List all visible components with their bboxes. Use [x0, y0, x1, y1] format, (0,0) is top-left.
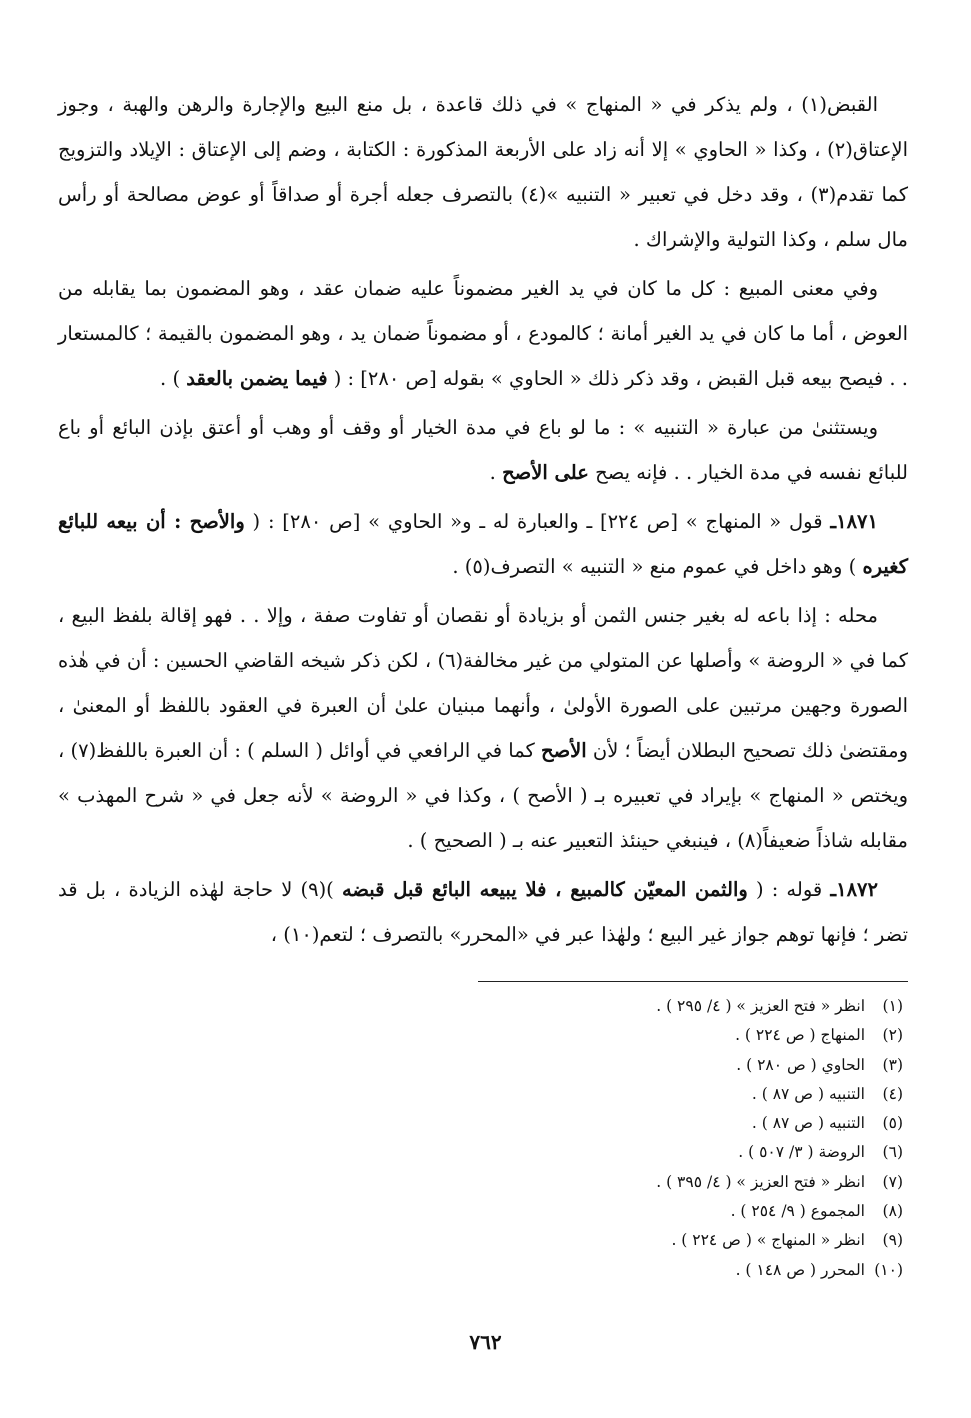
paragraph	[58, 499, 908, 589]
footnote-item	[403, 1197, 903, 1226]
footnote-text: انظر « المنهاج » ( ص ٢٢٤ ) .	[671, 1231, 865, 1250]
footnote-text: انظر « فتح العزيز » ( ٤/ ٣٩٥ ) .	[656, 1172, 865, 1191]
footnote-text: المحرر ( ص ١٤٨ ) .	[735, 1260, 865, 1279]
footnote-number: (٤)	[882, 1084, 903, 1103]
text-segment: )(٩) لا حاجة لهٰذه الزيادة ، بل قد تضر ؛ فإنها توهم جواز غير البيع ؛ ولهٰذا عبر في «المحرر» بالتصرف ؛ لتعم(١٠) ،	[58, 878, 908, 946]
footnote-item	[403, 1051, 903, 1080]
paragraph	[58, 593, 908, 863]
bold-segment: والأصح : أن بيعه للبائع كغيره	[58, 510, 908, 578]
text-segment: قول « المنهاج » [ص ٢٢٤] ـ والعبارة له ـ و« الحاوي » [ص ٢٨٠] : (	[244, 510, 831, 533]
footnote-text: التنبيه ( ص ٨٧ ) .	[751, 1114, 865, 1133]
footnote-text: المجموع ( ٩/ ٢٥٤ ) .	[730, 1202, 865, 1221]
bold-segment: فيما يضمن بالعقد	[186, 367, 328, 390]
footnote-number: (٣)	[882, 1055, 903, 1074]
footnote-item	[403, 1021, 903, 1050]
footnote-number: (٨)	[882, 1202, 903, 1221]
text-segment: كما في الرافعي في أوائل ( السلم ) : أن العبرة باللفظ(٧) ، ويختص « المنهاج » بإيراد في تعبيره بـ ( الأصح ) ، وكذا في « الروضة » لأنه جعل في « شرح المهذب » مقابله شاذاً ضعيفاً(٨) ، فينبغي حينئذ التعبير عنه بـ ( الصحيح ) .	[58, 739, 908, 852]
text-segment: ) وهو داخل في عموم منع « التنبيه » التصرف(٥) .	[452, 555, 863, 578]
paragraph	[58, 867, 908, 957]
footnotes	[403, 992, 903, 1285]
page-number: ٧٦٢	[469, 1330, 502, 1354]
footnote-text: الروضة ( ٣/ ٥٠٧ ) .	[738, 1143, 865, 1162]
text-segment: ويستثنىٰ من عبارة « التنبيه » : ما لو باع في مدة الخيار أو وقف أو وهب أو أعتق بإذن البائع أو باع للبائع نفسه في مدة الخيار . . فإنه يصح	[58, 416, 908, 484]
bold-segment: الأصح	[540, 739, 587, 762]
paragraph	[58, 82, 908, 262]
text-segment: القبض(١) ، ولم يذكر في « المنهاج » في ذلك قاعدة ، بل منع البيع والإجارة والرهن والهبة ، وجوز الإعتاق(٢) ، وكذا « الحاوي » إلا أنه زاد على الأربعة المذكورة : الكتابة ، وضم إلى الإعتاق : الإيلاد والتزويج كما تقدم(٣) ، وقد دخل في تعبير « التنبيه »(٤) بالتصرف جعله أجرة أو صداقاً أو عوض مصالحة أو رأس مال سلم ، وكذا التولية والإشراك .	[58, 93, 909, 251]
footnote-number: (٧)	[882, 1172, 903, 1191]
footnote-number: (٩)	[882, 1231, 903, 1250]
text-segment: محله : إذا باعه له بغير جنس الثمن أو بزيادة أو نقصان أو تفاوت صفة ، وإلا . . فهو إقالة بلفظ البيع ، كما في « الروضة » وأصلها عن المتولي من غير مخالفة(٦) ، لكن ذكر شيخه القاضي الحسين : أن في هٰذه الصورة وجهين مرتبين على الصورة الأولىٰ ، وأنهما مبنيان علىٰ أن العبرة في العقود باللفظ أو المعنىٰ ، ومقتضىٰ ذلك تصحيح البطلان أيضاً ؛ لأن	[58, 604, 908, 762]
footnote-number: (٢)	[882, 1026, 903, 1045]
footnote-number: (٦)	[882, 1143, 903, 1162]
footnote-text: الحاوي ( ص ٢٨٠ ) .	[736, 1055, 865, 1074]
bold-segment: ١٨٧١ـ	[830, 510, 878, 533]
footnote-item	[403, 1256, 903, 1285]
paragraph	[58, 405, 908, 495]
footnote-item	[403, 1226, 903, 1255]
footnote-item	[403, 1138, 903, 1167]
text-segment: قوله : (	[747, 878, 831, 901]
footnote-item	[403, 1168, 903, 1197]
bold-segment: والثمن المعيّن كالمبيع ، فلا يبيعه البائع قبل قبضه	[341, 878, 748, 901]
paragraph	[58, 266, 908, 401]
footnote-text: انظر « فتح العزيز » ( ٤/ ٢٩٥ ) .	[656, 997, 865, 1015]
footnote-number: (١٠)	[874, 1260, 903, 1279]
footnote-text: المنهاج ( ص ٢٢٤ ) .	[735, 1026, 865, 1045]
footnote-item	[403, 992, 903, 1021]
text-segment: وفي معنى المبيع : كل ما كان في يد الغير مضموناً عليه ضمان عقد ، وهو المضمون بما يقابله من العوض ، أما ما كان في يد الغير أمانة ؛ كالمودع ، أو مضموناً ضمان يد ، وهو المضمون بالقيمة ؛ كالمستعار . . فيصح بيعه قبل القبض ، وقد ذكر ذلك « الحاوي » بقوله [ص ٢٨٠] : (	[58, 277, 908, 390]
text-segment: .	[489, 461, 503, 484]
footnote-separator	[478, 981, 908, 982]
footnote-item	[403, 1109, 903, 1138]
footnote-number: (١)	[882, 997, 903, 1015]
bold-segment: ١٨٧٢ـ	[830, 878, 878, 901]
footnote-number: (٥)	[882, 1114, 903, 1133]
text-segment: ) .	[160, 367, 187, 390]
bold-segment: على الأصح	[502, 461, 589, 484]
footnote-text: التنبيه ( ص ٨٧ ) .	[751, 1084, 865, 1103]
footnote-item	[403, 1080, 903, 1109]
main-text	[58, 82, 908, 961]
